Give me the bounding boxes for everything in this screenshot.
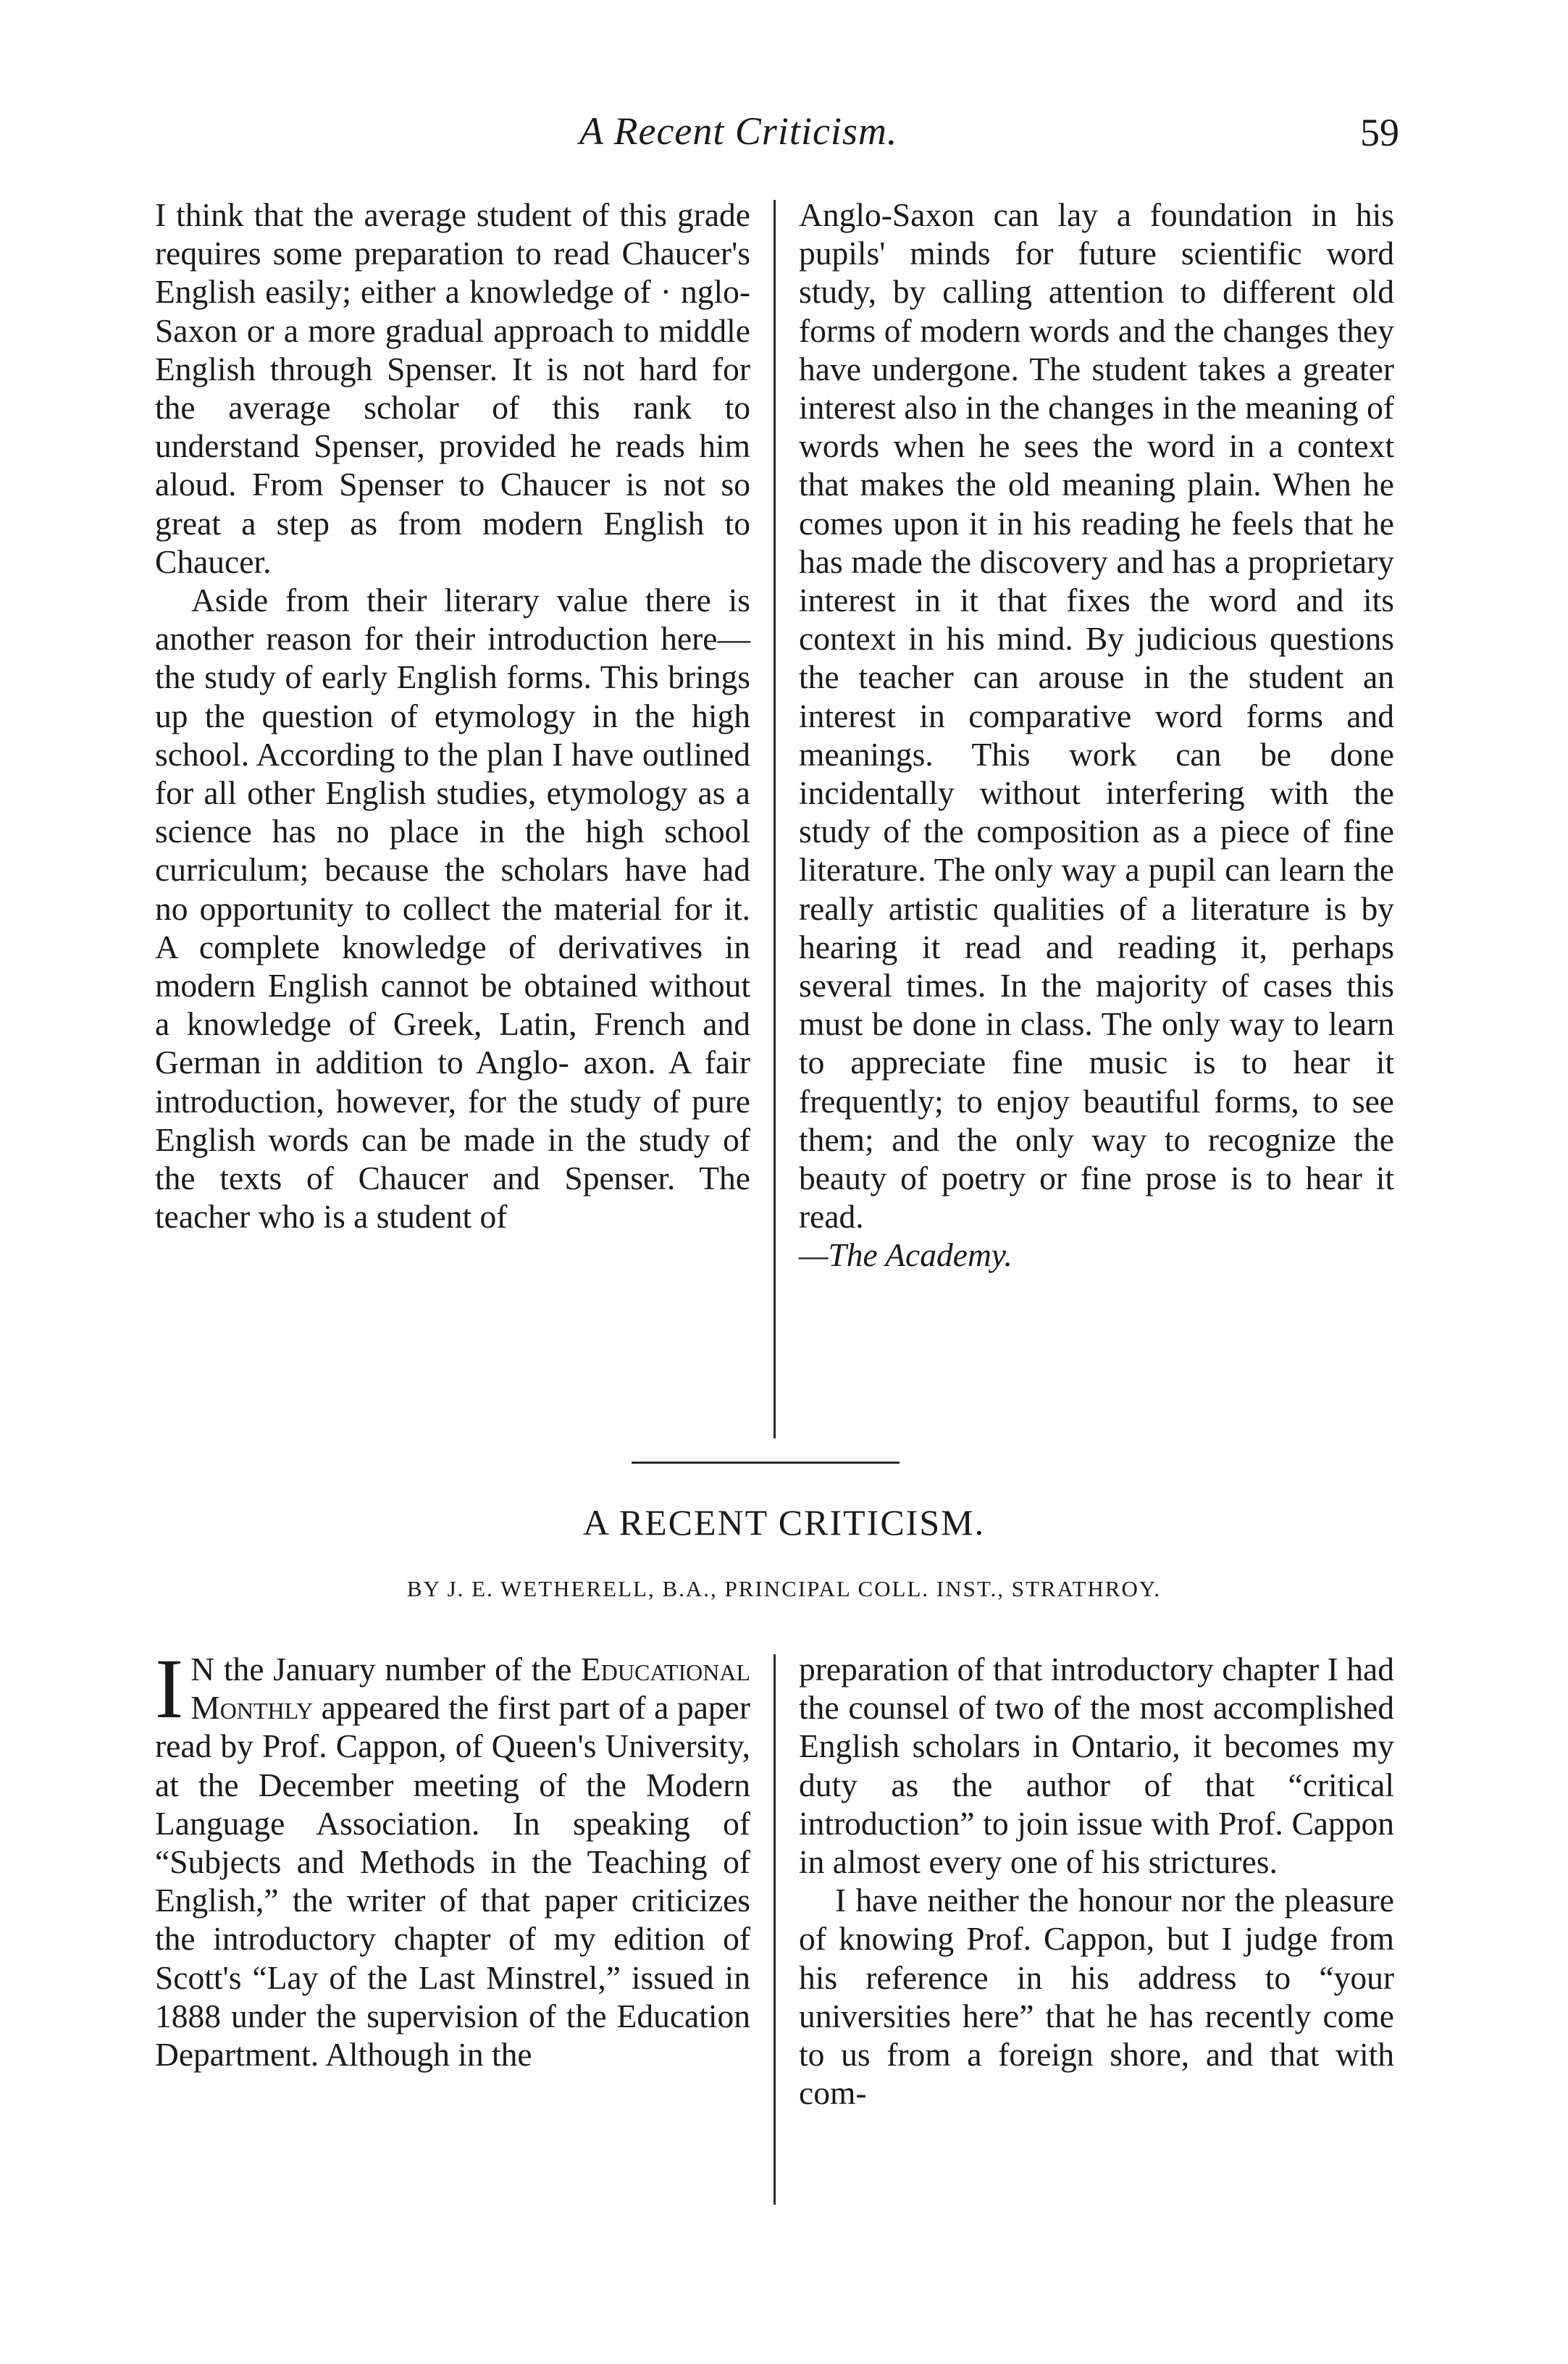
article-left-column xyxy=(155,1641,750,2074)
column-divider xyxy=(773,200,776,1438)
paragraph: I think that the average student of this grade requires some preparation to read Chaucer's English easily; either a knowledge of · nglo-Saxon or a more gradual approach to middle English through Spenser. It is not hard for the average scholar of this rank to understand Spenser, provided he reads him aloud. From Spenser to Chaucer is not so great a step as from modern English to Chaucer. xyxy=(155,196,750,580)
paragraph-text: appeared the first part of a paper read by Prof. Cappon, of Queen's University, at the December meeting of the Modern Language Association. In speaking of “Subjects and Methods in the Teaching of English,” the writer of that paper criticizes the introductory chapter of my edition of Scott's “Lay of the Last Minstrel,” issued in 1888 under the supervision of the Education Department. Although in the xyxy=(155,1689,750,2074)
paragraph-text: Anglo-Saxon can lay a foundation in his pupils' minds for future scientific word study, by calling attention to different old forms of modern words and the changes they have undergone. The student takes a greater interest also in the changes in the meaning of words when he sees the word in a context that makes the old meaning plain. When he comes upon it in his reading he feels that he has made the discovery and has a proprietary interest in it that fixes the word and its context in his mind. By judicious questions the teacher can arouse in the student an interest in comparative word forms and meanings. This work can be done incidentally without interfering with the study of the composition as a piece of fine literature. The only way a pupil can learn the really artistic qualities of a literature is by hearing it read and reading it, perhaps several times. In the majority of cases this must be done in class. The only way to learn to appreciate fine music is to hear it frequently; to enjoy beautiful forms, to see them; and the only way to recognize the beauty of poetry or fine prose is to hear it read. xyxy=(799,196,1394,1236)
article-byline: BY J. E. WETHERELL, B.A., PRINCIPAL COLL. INST., STRATHROY. xyxy=(406,1576,1162,1601)
paragraph xyxy=(799,196,1394,1275)
section-divider xyxy=(632,1462,900,1464)
opening-words: N the January number of the xyxy=(190,1651,581,1688)
top-right-column xyxy=(799,196,1394,1275)
column-divider xyxy=(773,1654,776,2205)
source-attribution: —The Academy. xyxy=(799,1236,1013,1274)
article-right-column xyxy=(799,1650,1394,2112)
paragraph: Aside from their literary value there is another reason for their introduction here—the study of early English forms. This brings up the question of etymology in the high school. According to the plan I have outlined for all other English studies, etymology as a science has no place in the high school curriculum; because the scholars have had no opportunity to collect the material for it. A complete knowledge of derivatives in modern English cannot be obtained without a knowledge of Greek, Latin, French and German in addition to Anglo- axon. A fair introduction, however, for the study of pure English words can be made in the study of the texts of Chaucer and Spenser. The teacher who is a student of xyxy=(155,582,750,1236)
drop-cap: I xyxy=(155,1641,184,1736)
running-header xyxy=(0,109,1568,167)
article-title: A RECENT CRITICISM. xyxy=(582,1502,986,1543)
running-title: A Recent Criticism. xyxy=(579,109,898,153)
paragraph: I have neither the honour nor the pleasure of knowing Prof. Cappon, but I judge from his reference in his address to “your universities here” that he has recently come to us from a foreign shore, and that with com- xyxy=(799,1882,1394,2112)
paragraph: preparation of that introductory chapter I had the counsel of two of the most accomplished English scholars in Ontario, it becomes my duty as the author of that “critical introduction” to join issue with Prof. Cappon in almost every one of his strictures. xyxy=(799,1651,1394,1881)
page-number: 59 xyxy=(1360,111,1399,154)
top-left-column xyxy=(155,196,750,1236)
paragraph xyxy=(155,1641,750,2074)
journal-name: Educational Monthly xyxy=(190,1651,750,1727)
